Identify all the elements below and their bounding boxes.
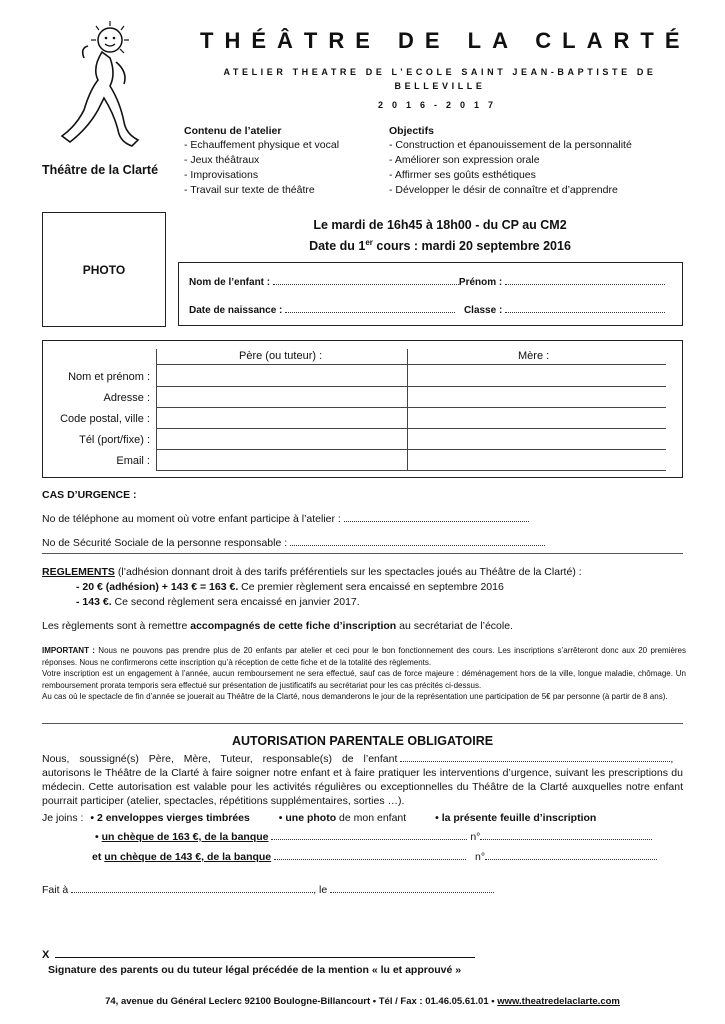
urgence-section <box>42 488 682 551</box>
photo-label: PHOTO <box>82 262 126 277</box>
signature-line[interactable] <box>55 948 475 958</box>
important-p1: Nous ne pouvons pas prendre plus de 20 enfants par atelier et ceci pour le bon fonctionnement des cours. Les inscriptions s’arrêteront donc aux 20 premières réponses. Nous ne confirmerons cette inscription qu’à réception de cette fiche et de la totalité des règlements. <box>42 646 687 667</box>
reglement-1-amount: - 20 € (adhésion) + 143 € = 163 €. <box>76 581 239 593</box>
school-years: 2016-2017 <box>377 100 503 110</box>
child-firstname-field[interactable] <box>505 275 665 285</box>
remit-bold: accompagnés de cette fiche d’inscription <box>190 620 397 632</box>
fait-date-field[interactable] <box>330 883 494 893</box>
contenu-item: - Jeux théâtraux <box>184 154 260 166</box>
le-label: , le <box>313 884 328 896</box>
schedule <box>200 217 680 255</box>
contenu-item: - Travail sur texte de théâtre <box>184 184 315 196</box>
urgence-tel-field[interactable] <box>344 512 529 522</box>
important-p3: Au cas où le spectacle de fin d’année se jouerait au Théâtre de la Clarté, nous demanderons le jour de la représentation une participation de 5€ par personne (à partir de 8 ans). <box>42 692 668 701</box>
autorisation-p2: autorisons le Théâtre de la Clarté à faire soigner notre enfant et à faire pratiquer les interventions d’urgence, suivant les prescriptions du médecin. Cette autorisation est valable pour les activités régulières ou exceptionnelles du Théâtre de la Clarté auxquelles notre enfant pourrait participer (atelier, spectacles, répétitions supplémentaires, sorties …). <box>42 767 683 807</box>
remit-pre: Les règlements sont à remettre <box>42 620 191 632</box>
cheque-row-1 <box>95 830 652 845</box>
fait-label: Fait à <box>42 884 69 896</box>
page-subtitle: ATELIER THEATRE DE L’ECOLE SAINT JEAN-BAPTISTE DE BELLEVILLE <box>223 67 657 91</box>
page-title: THÉÂTRE DE LA CLARTÉ <box>200 28 691 53</box>
footer-link[interactable]: www.theatredelaclarte.com <box>497 996 620 1007</box>
signature-row <box>42 948 475 961</box>
fait-row <box>42 883 494 898</box>
join-photo-note: de mon enfant <box>336 812 407 824</box>
urgence-secu-field[interactable] <box>290 536 545 546</box>
row-label-address: Adresse : <box>103 392 150 404</box>
child-birthdate-label: Date de naissance : <box>189 305 283 316</box>
contenu-section <box>184 125 384 198</box>
reglement-2-note: Ce second règlement sera encaissé en janvier 2017. <box>111 596 360 608</box>
row-label-city: Code postal, ville : <box>60 413 150 425</box>
objectifs-item: - Améliorer son expression orale <box>389 154 540 166</box>
joins-row <box>42 811 687 826</box>
join-envelopes: • 2 enveloppes vierges timbrées <box>90 812 250 824</box>
schedule-line-2 <box>200 234 680 255</box>
contenu-heading: Contenu de l’atelier <box>184 125 282 137</box>
cheque-1-no-label: n° <box>470 831 481 843</box>
contenu-item: - Echauffement physique et vocal <box>184 139 340 151</box>
cheque-2-no-field[interactable] <box>485 850 657 860</box>
important-section <box>42 645 686 703</box>
important-p2: Votre inscription est un engagement à l’année, aucun remboursement ne sera effectué, sauf cas de force majeure : déménagement hors de la ville, longue maladie, chômage. Un remboursement prorata temporis sera effectué sur présentation de justificatifs au secrétariat pour les cas précités ci-dessus. <box>42 669 686 690</box>
child-info-box <box>178 262 683 326</box>
remit-post: au secrétariat de l’école. <box>396 620 513 632</box>
photo-box[interactable] <box>42 212 166 327</box>
contenu-item: - Improvisations <box>184 169 259 181</box>
autorisation-body: Nous, soussigné(s) Père, Mère, Tuteur, responsable(s) de l’enfant , autorisons le Théâtre de la Clarté à faire soigner notre enfant et à faire pratiquer les interventions d’urgence, suivant les prescriptions du médecin. Cette autorisation est valable pour les activités régulières ou exceptionnelles du Théâtre de la Clarté auxquelles notre enfant pourrait participer (atelier, spectacles, répétitions supplémentaires, sorties …). <box>42 753 683 807</box>
objectifs-heading: Objectifs <box>389 125 434 137</box>
cheque-2-bank-field[interactable] <box>274 850 466 860</box>
join-sheet: • la présente feuille d’inscription <box>435 812 597 824</box>
divider <box>42 553 683 554</box>
cheque-2-prefix: et <box>92 851 102 863</box>
child-class-field[interactable] <box>505 303 665 313</box>
schedule-date: cours : mardi 20 septembre 2016 <box>372 239 571 254</box>
cheque-1-bullet: • <box>95 831 99 843</box>
child-name-field[interactable] <box>273 275 459 285</box>
cheque-2-no-label: n° <box>475 851 486 863</box>
schedule-line-1: Le mardi de 16h45 à 18h00 - du CP au CM2 <box>313 218 567 232</box>
reglements-label: REGLEMENTS <box>42 566 115 578</box>
divider <box>42 723 683 724</box>
child-name-label: Nom de l’enfant : <box>189 277 271 288</box>
logo-text: Théâtre de la Clarté <box>42 163 159 177</box>
col-father: Père (ou tuteur) : <box>239 350 323 362</box>
cheque-1-label: un chèque de 163 €, de la banque <box>101 831 269 843</box>
urgence-tel-label: No de téléphone au moment où votre enfant participe à l’atelier : <box>42 513 341 525</box>
cheque-1-no-field[interactable] <box>480 830 652 840</box>
objectifs-item: - Construction et épanouissement de la personnalité <box>389 139 632 151</box>
col-mother: Mère : <box>518 350 550 362</box>
autorisation-p1: Nous, soussigné(s) Père, Mère, Tuteur, responsable(s) de l’enfant <box>42 753 398 765</box>
reglements-intro: (l’adhésion donnant droit à des tarifs préférentiels sur les spectacles joués au Théâtre de la Clarté) : <box>114 566 582 578</box>
autorisation-heading: AUTORISATION PARENTALE OBLIGATOIRE <box>231 734 494 748</box>
autorisation-child-field[interactable] <box>400 752 670 762</box>
child-firstname-label: Prénom : <box>458 277 503 288</box>
fait-place-field[interactable] <box>71 883 313 893</box>
urgence-heading: CAS D’URGENCE : <box>42 489 137 501</box>
logo <box>40 18 170 188</box>
schedule-date-label: Date du 1 <box>309 239 366 254</box>
parents-table <box>42 340 683 478</box>
reglement-2-amount: - 143 €. <box>76 596 112 608</box>
row-label-phone: Tél (port/fixe) : <box>79 434 150 446</box>
footer <box>0 996 725 1007</box>
clown-figure-icon <box>40 18 170 168</box>
objectifs-item: - Affirmer ses goûts esthétiques <box>389 169 536 181</box>
cheque-2-label: un chèque de 143 €, de la banque <box>104 851 272 863</box>
reglements-section <box>42 565 687 634</box>
cheque-row-2 <box>92 850 657 865</box>
child-birthdate-field[interactable] <box>285 303 455 313</box>
child-class-label: Classe : <box>463 305 503 316</box>
objectifs-section <box>389 125 689 198</box>
urgence-secu-label: No de Sécurité Sociale de la personne responsable : <box>42 537 288 549</box>
row-label-email: Email : <box>116 455 150 467</box>
schedule-sup: er <box>365 238 373 247</box>
cheque-1-bank-field[interactable] <box>271 830 467 840</box>
joins-label: Je joins : <box>42 812 84 824</box>
row-label-name: Nom et prénom : <box>68 371 150 383</box>
footer-address: 74, avenue du Général Leclerc 92100 Boulogne-Billancourt • Tél / Fax : 01.46.05.61.01 • <box>105 996 498 1007</box>
objectifs-item: - Développer le désir de connaître et d’apprendre <box>389 184 618 196</box>
join-photo: • une photo <box>278 812 337 824</box>
signature-caption: Signature des parents ou du tuteur légal précédée de la mention « lu et approuvé » <box>48 964 462 976</box>
reglement-1-note: Ce premier règlement sera encaissé en septembre 2016 <box>238 581 504 593</box>
signature-x: X <box>42 949 50 961</box>
important-label: IMPORTANT : <box>42 646 95 655</box>
